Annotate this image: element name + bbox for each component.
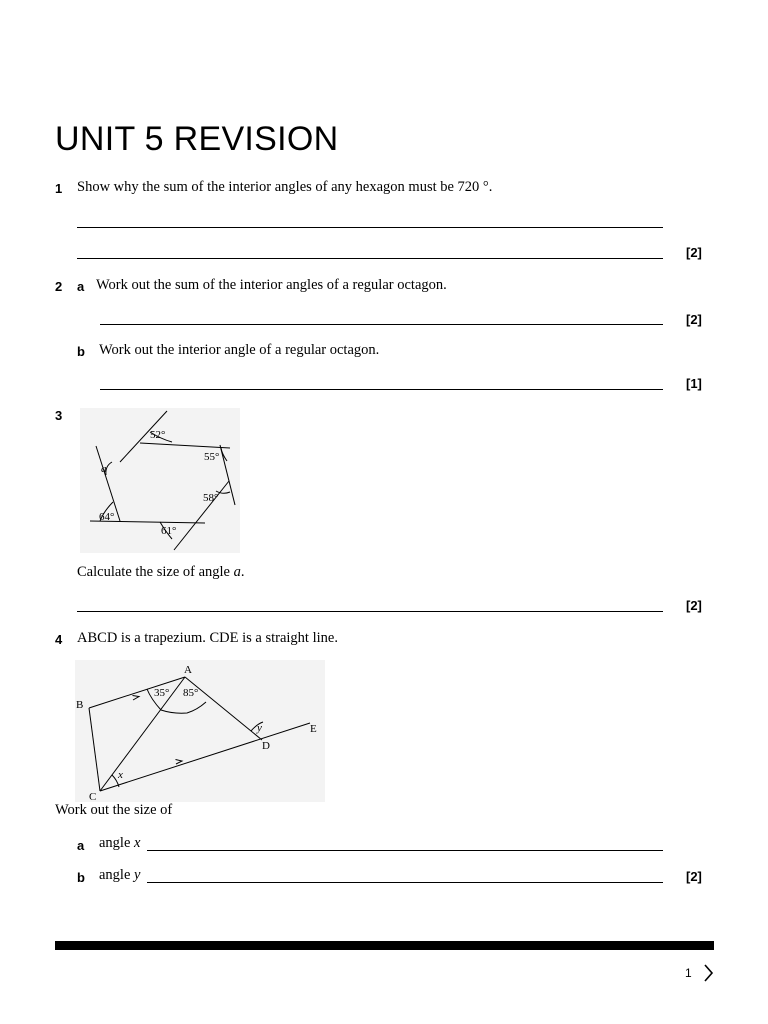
- trapezium-diagram: [75, 660, 325, 802]
- angle-label: 55°: [204, 451, 220, 463]
- angle-label: 85°: [183, 687, 199, 699]
- marks-label: [2]: [686, 312, 702, 327]
- marks-label: [1]: [686, 376, 702, 391]
- point-label: B: [76, 699, 84, 711]
- angle-variable: x: [134, 835, 141, 851]
- answer-line[interactable]: [77, 611, 663, 612]
- angle-variable: y: [134, 867, 141, 883]
- angle-variable: x: [118, 769, 123, 781]
- angle-label: 58°: [203, 492, 219, 504]
- question-4b-label: b: [77, 870, 85, 885]
- question-3-text: [77, 564, 245, 581]
- punctuation: .: [240, 564, 245, 580]
- marks-label: [2]: [686, 598, 702, 613]
- answer-line[interactable]: [77, 258, 663, 259]
- angle-variable: y: [257, 722, 262, 734]
- marks-label: [2]: [686, 245, 702, 260]
- question-4a-prompt: angle: [99, 835, 131, 851]
- answer-line[interactable]: [100, 389, 663, 390]
- angle-label: 52°: [150, 429, 166, 441]
- question-4-text: ABCD is a trapezium. CDE is a straight line.: [77, 630, 338, 646]
- angle-label: 35°: [154, 687, 170, 699]
- answer-line[interactable]: [147, 850, 663, 851]
- answer-line[interactable]: [147, 882, 663, 883]
- question-2a-label: a: [77, 279, 85, 294]
- hexagon-exterior-angles-diagram: [80, 408, 240, 553]
- question-3-number: 3: [55, 408, 63, 423]
- question-4b-prompt: angle: [99, 867, 131, 883]
- question-4-prompt: Work out the size of: [55, 802, 173, 818]
- question-1-text: Show why the sum of the interior angles of any hexagon must be 720 °.: [77, 179, 493, 195]
- point-label: D: [262, 740, 270, 752]
- question-4b-text: [99, 867, 140, 884]
- question-3-prompt: Calculate the size of angle: [77, 564, 230, 580]
- marks-label: [2]: [686, 869, 702, 884]
- question-4-number: 4: [55, 632, 63, 647]
- angle-variable: a: [233, 564, 241, 580]
- question-2-number: 2: [55, 279, 63, 294]
- question-4a-label: a: [77, 838, 85, 853]
- question-2b-text: Work out the interior angle of a regular octagon.: [99, 342, 380, 358]
- footer-divider: [55, 941, 714, 950]
- angle-label: 64°: [99, 511, 115, 523]
- answer-line[interactable]: [77, 227, 663, 228]
- question-4a-text: [99, 835, 140, 852]
- question-1-number: 1: [55, 181, 63, 196]
- chevron-right-icon[interactable]: [702, 963, 714, 983]
- page-number: 1: [685, 966, 692, 980]
- angle-label: 61°: [161, 525, 177, 537]
- question-2b-label: b: [77, 344, 85, 359]
- point-label: A: [184, 664, 192, 676]
- point-label: C: [89, 791, 97, 802]
- question-2a-text: Work out the sum of the interior angles of a regular octagon.: [96, 277, 447, 293]
- point-label: E: [310, 723, 317, 735]
- answer-line[interactable]: [100, 324, 663, 325]
- angle-variable: a: [101, 463, 107, 475]
- page-title: UNIT 5 REVISION: [55, 120, 339, 158]
